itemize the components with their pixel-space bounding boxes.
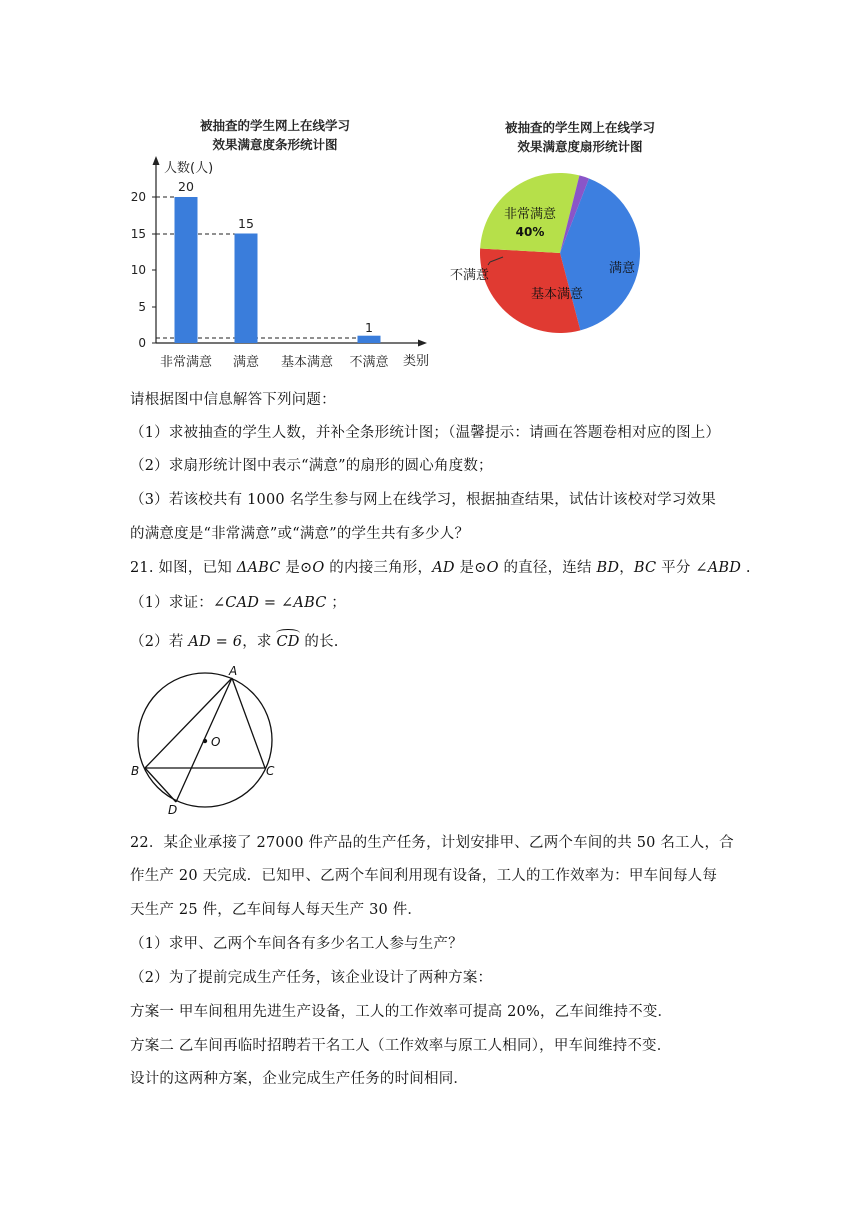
q21-angle-abd: ∠ABD <box>695 560 742 576</box>
q22-plan2: 方案二 乙车间再临时招聘若干名工人（工作效率与原工人相同），甲车间维持不变． <box>130 1038 672 1054</box>
q21-part2-math: AD = 6 <box>188 634 243 650</box>
pie-chart-title-line1: 被抽查的学生网上在线学习 <box>504 120 655 135</box>
q22-line1: 22．某企业承接了 27000 件产品的生产任务，计划安排甲、乙两个车间的共 50 名工人，合 <box>130 835 734 851</box>
bar-ytick-10: 10 <box>130 263 146 277</box>
bar-series <box>175 197 381 343</box>
bar-value-label-very: 20 <box>178 179 194 194</box>
q20-part3-line2: 的满意度是“非常满意”或“满意”的学生共有多少人？ <box>130 526 470 542</box>
bar-category-basic: 基本满意 <box>280 355 334 370</box>
q20-intro: 请根据图中信息解答下列问题： <box>130 392 336 408</box>
q21-text-h: . <box>741 560 751 576</box>
bar-ytick-15: 15 <box>130 227 146 241</box>
pie-label-satisfied: 满意 <box>608 261 636 276</box>
q22-plan-same: 设计的这两种方案，企业完成生产任务的时间相同． <box>130 1071 469 1087</box>
circle-geometry-figure <box>125 660 285 820</box>
q21-part1-b: ； <box>326 595 347 611</box>
q22-part2: （2）为了提前完成生产任务，该企业设计了两种方案： <box>130 970 493 986</box>
pie-slices <box>480 173 640 333</box>
bar-chart-title-line1: 被抽查的学生网上在线学习 <box>199 118 350 133</box>
bar-value-label-unsatisfied: 1 <box>365 320 373 335</box>
bar-category-unsatisfied: 不满意 <box>349 355 389 370</box>
bar-chart-title-line2: 效果满意度条形统计图 <box>212 137 338 152</box>
bar-category-satisfied: 满意 <box>232 355 260 370</box>
q21-bc: BC <box>633 560 657 576</box>
q21-ad: AD <box>432 560 455 576</box>
q21-part2-b: ，求 <box>242 634 277 650</box>
bar-y-arrow <box>153 156 160 165</box>
q22-line3: 天生产 25 件，乙车间每人每天生产 30 件． <box>130 902 423 918</box>
q21-part2-c: 的长. <box>299 634 339 650</box>
label-b: B <box>131 764 140 778</box>
arc-mark-icon <box>276 629 299 637</box>
q21-text-b: 是⊙ <box>280 560 313 576</box>
q21-statement <box>130 556 751 577</box>
pie-label-very: 非常满意 <box>503 207 557 222</box>
q21-circle-o2: O <box>486 560 499 576</box>
bar-4 <box>358 336 381 343</box>
bar-xlabel: 类别 <box>403 354 430 369</box>
label-c: C <box>266 764 275 778</box>
q20-part2: （2）求扇形统计图中表示“满意”的扇形的圆心角度数； <box>130 458 493 474</box>
pie-label-basic: 基本满意 <box>530 287 584 302</box>
center-point <box>203 739 207 743</box>
bar-value-label-satisfied: 15 <box>238 216 254 231</box>
q21-part2-a: （2）若 <box>130 634 189 650</box>
bar-category-very: 非常满意 <box>159 355 213 370</box>
bar-x-arrow <box>418 340 427 347</box>
q21-text-f: ， <box>619 560 634 576</box>
q21-part1-a: （1）求证： <box>130 595 213 611</box>
q22-plan1: 方案一 甲车间租用先进生产设备，工人的工作效率可提高 20%，乙车间维持不变． <box>130 1004 673 1020</box>
pie-label-very-pct: 40% <box>515 225 545 239</box>
label-a: A <box>229 664 238 678</box>
q21-circle-o1: O <box>312 560 325 576</box>
q22-part1: （1）求甲、乙两个车间各有多少名工人参与生产？ <box>130 936 463 952</box>
q21-triangle: ΔABC <box>236 560 281 576</box>
q20-part1: （1）求被抽查的学生人数，并补全条形统计图；（温馨提示：请画在答题卷相对应的图上） <box>130 425 721 441</box>
q21-part1 <box>130 591 346 612</box>
bar-ylabel: 人数(人) <box>164 161 214 176</box>
bar-1 <box>175 197 198 343</box>
pie-chart-title-line2: 效果满意度扇形统计图 <box>517 139 643 154</box>
q21-arc-cd-label: CD <box>276 634 300 650</box>
segment-bd <box>145 768 176 802</box>
bar-ytick-20: 20 <box>130 190 146 204</box>
bar-ticks <box>152 197 156 343</box>
bar-chart <box>120 150 450 380</box>
pie-chart-title <box>470 118 690 156</box>
q21-text-g: 平分 <box>656 560 696 576</box>
pie-chart <box>440 165 680 340</box>
q21-text-a: 21. 如图，已知 <box>130 560 237 576</box>
q22-line2: 作生产 20 天完成．已知甲、乙两个车间利用现有设备，工人的工作效率为：甲车间每人每 <box>130 868 718 884</box>
q21-bd: BD <box>596 560 620 576</box>
bar-chart-title <box>165 116 385 154</box>
bar-2 <box>235 234 258 344</box>
label-o: O <box>211 735 221 749</box>
segment-ac <box>232 678 265 768</box>
q21-text-d: 是⊙ <box>454 560 487 576</box>
q21-part1-math: ∠CAD = ∠ABC <box>212 595 327 611</box>
q20-part3-line1: （3）若该校共有 1000 名学生参与网上在线学习，根据抽查结果，试估计该校对学习效果 <box>130 492 716 508</box>
q21-arc-cd <box>276 634 299 650</box>
q21-part2 <box>130 630 339 651</box>
label-d: D <box>168 803 178 817</box>
q21-text-e: 的直径，连结 <box>498 560 597 576</box>
bar-ytick-0: 0 <box>138 336 146 350</box>
bar-ytick-5: 5 <box>138 300 146 314</box>
q21-text-c: 的内接三角形， <box>324 560 433 576</box>
pie-label-unsatisfied: 不满意 <box>450 268 490 283</box>
